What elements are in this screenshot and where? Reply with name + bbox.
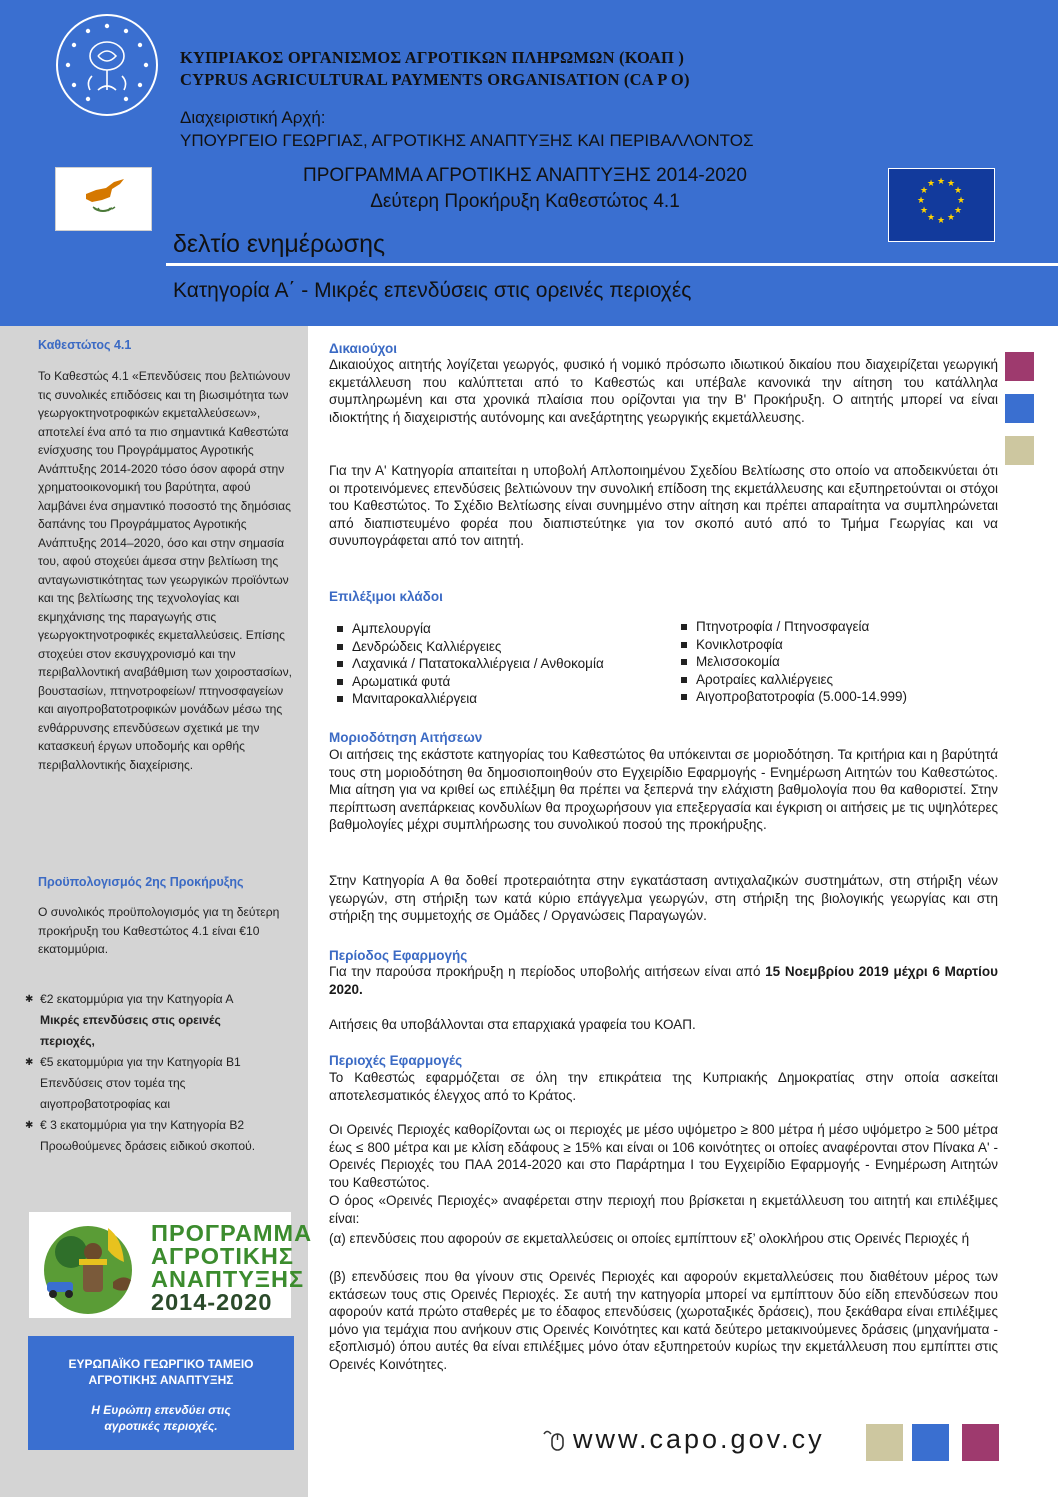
list-item: Αμπελουργία — [334, 620, 604, 638]
measure-heading: Καθεστώτος 4.1 — [38, 338, 132, 352]
star-bullet-icon: ✱ — [25, 1120, 34, 1131]
accent-square-plum — [1005, 352, 1034, 381]
rdp-logo-years: 2014-2020 — [151, 1289, 273, 1315]
measure-description: Το Καθεστώς 4.1 «Επενδύσεις που βελτιώνουν τις συνολικές επιδόσεις και τη βιωσιμότητα των γεωργοκτηνοτροφικών εκμεταλλεύσεων», αποτελεί ένα από τα πιο σημαντικά Καθεστώτα ενίσχυσης του Προγράμματος Αγροτικής Ανάπτυξης 2014-2020 τόσο όσον αφορά στην χρηματοοικονομική του βαρύτητα, αφού λαμβάνει ένα σημαντικό ποσοστό της δημόσιας δαπάνης του Προγράμματος Αγροτικής Ανάπτυξης 2014–2020, όσο και στην σημασία του, αφού στοχεύει άμεσα στην βελτίωση της ανταγωνιστικότητας των γεωργικών προϊόντων και της βελτίωσης της τεχνολογίας και εκμηχάνισης της παραγωγής στις γεωργοκτηνοτροφικές εκμεταλλεύσεις. Επίσης στοχεύει στον εκσυγχρονισμό και την περιβαλλοντική αναβάθμιση των χοιροστασίων, βουστασίων, πτηνοτροφείων/ πτηνοσφαγείων και αιγοπροβατοτροφικών μονάδων μέσω της ενθάρρυνσης επενδύσεων σχετικά με την κατασκευή έργων υποδομής και ορθής περιβαλλοντικής διαχείρισης. — [38, 369, 292, 772]
star-bullet-icon: ✱ — [25, 1057, 34, 1068]
list-item: Αιγοπροβατοτροφία (5.000-14.999) — [678, 688, 907, 706]
rdp-logo-line2: ΑΓΡΟΤΙΚΗΣ — [151, 1243, 294, 1269]
scoring-paragraph-1: Οι αιτήσεις της εκάστοτε κατηγορίας του Καθεστώτος θα υπόκεινται σε μοριοδότηση. Τα κριτήρια και η βαρύτητά τους στη μοριοδότηση θα δημοσιοποιηθούν στο Εγχειρίδιο Εφαρμογής - Ενημέρωση Αιτητών του Καθεστώτος. Μια αίτηση για να κριθεί ως επιλέξιμη θα πρέπει να ξεπερνά την ελάχιστη βαθμολογία που θα καθοριστεί. Στην περίπτωση ανεπάρκειας κονδυλίων θα προχωρήσουν για επεξεργασία και έγκριση οι αιτήσεις με τις υψηλότερες βαθμολογίες μέχρι συμπλήρωσης του συνολικού ποσού της προκήρυξης. — [329, 747, 998, 833]
scoring-heading: Μοριοδότηση Αιτήσεων — [329, 730, 483, 745]
beneficiaries-heading: Δικαιούχοι — [329, 341, 397, 356]
website-link[interactable]: www.capo.gov.cy — [573, 1424, 825, 1454]
svg-text:★: ★ — [953, 186, 963, 196]
mouse-pointer-icon — [540, 1428, 570, 1452]
rdp-logo — [29, 1212, 313, 1318]
list-item: Λαχανικά / Πατατοκαλλιέργεια / Ανθοκομία — [334, 655, 604, 673]
programme-title: ΠΡΟΓΡΑΜΜΑ ΑΓΡΟΤΙΚΗΣ ΑΝΑΠΤΥΞΗΣ 2014-2020 — [303, 165, 747, 186]
applications-paragraph: Αιτήσεις θα υποβάλλονται στα επαρχιακά γραφεία του ΚΟΑΠ. — [329, 1017, 696, 1032]
svg-text:★: ★ — [919, 186, 929, 196]
org-name-greek: ΚΥΠΡΙΑΚΟΣ ΟΡΓΑΝΙΣΜΟΣ ΑΓΡΟΤΙΚΩΝ ΠΛΗΡΩΜΩΝ (ΚΟΑΠ ) — [180, 48, 685, 67]
accent-square-beige — [1005, 436, 1034, 465]
areas-heading: Περιοχές Εφαρμογές — [329, 1053, 463, 1068]
star-bullet-icon: ✱ — [25, 994, 34, 1005]
scoring-paragraph-2: Στην Κατηγορία Α θα δοθεί προτεραιότητα στην εγκατάσταση αντιχαλαζικών συστημάτων, στη στήριξη νέων γεωργών, στη στήριξη των κατά κύριο επάγγελμα γεωργών, στη στήριξη της βιολογικής γεωργίας και στη στήριξη της συμμετοχής σε Ομάδες / Οργανώσεις Παραγωγών. — [329, 873, 998, 924]
svg-text:★: ★ — [919, 206, 929, 216]
period-heading: Περίοδος Εφαρμογής — [329, 948, 468, 963]
beneficiaries-paragraph-1: Δικαιούχος αιτητής λογίζεται γεωργός, φυσικό ή νομικό πρόσωπο ιδιωτικού δικαίου που διαχειρίζεται γεωργική εκμετάλλευση που καλύπτεται από το Καθεστώς και υπέβαλε κανονικά την αίτηση του κατάλληλα συμπληρωμένη και στα χρονικά πλαίσια που ορίζονται για την Β' Προκήρυξη. Ο αιτητής μπορεί να είναι ιδιοκτήτης ή διαχειριστής αυτόνομης και ανεξάρτητης γεωργικής εκμετάλλευσης. — [329, 357, 998, 425]
areas-paragraph-2: Οι Ορεινές Περιοχές καθορίζονται ως οι περιοχές με μέσο υψόμετρο ≥ 800 μέτρα ή μέσο υψόμετρο ≥ 500 μέτρα έως ≤ 800 μέτρα και με κλίση εδάφους ≥ 15% και είναι οι 106 κοινότητες οι οποίες αναφέρονται στον Πίνακα Α' - Ορεινές Περιοχές του ΠΑΑ 2014-2020 και στο Παράρτημα Ι του Εγχειρίδιο Εφαρμογής - Ενημέρωση Αιτητών του Καθεστώτος. — [329, 1122, 998, 1190]
svg-text:★: ★ — [926, 213, 936, 223]
accent-square-beige — [866, 1424, 903, 1461]
sectors-list-left — [334, 620, 604, 708]
eafrd-slogan-line2: αγροτικές περιοχές. — [104, 1419, 218, 1433]
list-item: ✱ €5 εκατομμύρια για την Κατηγορία Β1 Επενδύσεις στον τομέα της αιγοπροβατοτροφίας και — [24, 1052, 304, 1115]
list-item: Αρωματικά φυτά — [334, 673, 604, 691]
eafrd-name-line1: ΕΥΡΩΠΑΪΚΟ ΓΕΩΡΓΙΚΟ ΤΑΜΕΙΟ — [68, 1357, 254, 1371]
rdp-logo-line1: ΠΡΟΓΡΑΜΜΑ — [151, 1220, 313, 1246]
budget-description: Ο συνολικός προϋπολογισμός για τη δεύτερη προκήρυξη του Καθεστώτος 4.1 είναι €10 εκατομμύρια. — [38, 905, 280, 956]
list-item: Μανιταροκαλλιέργεια — [334, 690, 604, 708]
org-name-english: CYPRUS AGRICULTURAL PAYMENTS ORGANISATION (CA P O) — [180, 70, 690, 89]
category-title: Κατηγορία Α΄ - Μικρές επενδύσεις στις ορεινές περιοχές — [173, 279, 692, 302]
svg-text:★: ★ — [916, 196, 926, 206]
areas-paragraph-1: Το Καθεστώς εφαρμόζεται σε όλη την επικράτεια της Κυπριακής Δημοκρατίας στην οποία ασκείται αποτελεσματικός έλεγχος από το Κράτος. — [329, 1070, 998, 1103]
eafrd-slogan-line1: Η Ευρώπη επενδύει στις — [91, 1403, 231, 1417]
list-item: ✱ €2 εκατομμύρια για την Κατηγορία Α Μικρές επενδύσεις στις ορεινές περιοχές, — [24, 989, 304, 1052]
cyprus-flag-icon — [55, 167, 152, 231]
svg-text:★: ★ — [936, 177, 946, 187]
period-text: Για την παρούσα προκήρυξη η περίοδος υποβολής αιτήσεων είναι από — [329, 964, 766, 979]
header-divider — [166, 263, 1058, 266]
list-item: Κονικλοτροφία — [678, 636, 907, 654]
areas-paragraph-3: Ο όρος «Ορεινές Περιοχές» αναφέρεται στην περιοχή που βρίσκεται η εκμετάλλευση του αιτητή και επιλέξιμες είναι: — [329, 1193, 998, 1226]
svg-text:★: ★ — [936, 216, 946, 226]
budget-heading: Προϋπολογισμός 2ης Προκήρυξης — [38, 875, 244, 889]
list-item: Αροτραίες καλλιέργειες — [678, 671, 907, 689]
managing-authority-name: ΥΠΟΥΡΓΕΙΟ ΓΕΩΡΓΙΑΣ, ΑΓΡΟΤΙΚΗΣ ΑΝΑΠΤΥΞΗΣ ΚΑΙ ΠΕΡΙΒΑΛΛΟΝΤΟΣ — [180, 131, 754, 150]
accent-square-blue — [912, 1424, 949, 1461]
period-paragraph — [329, 963, 998, 998]
managing-authority-label: Διαχειριστική Αρχή: — [180, 108, 326, 127]
newsletter-label: δελτίο ενημέρωσης — [173, 230, 386, 258]
svg-text:★: ★ — [946, 213, 956, 223]
svg-text:★: ★ — [953, 206, 963, 216]
sectors-heading: Επιλέξιμοι κλάδοι — [329, 589, 443, 604]
svg-text:★: ★ — [956, 196, 966, 206]
accent-square-plum — [962, 1424, 999, 1461]
eafrd-box — [28, 1336, 294, 1450]
list-item: ✱ € 3 εκατομμύρια για την Κατηγορία Β2 Προωθούμενες δράσεις ειδικού σκοπού. — [24, 1115, 304, 1157]
list-item: Πτηνοτροφία / Πτηνοσφαγεία — [678, 618, 907, 636]
eu-flag-icon — [888, 168, 995, 242]
list-item: Δενδρώδεις Καλλιέργειες — [334, 638, 604, 656]
accent-square-blue — [1005, 394, 1034, 423]
eafrd-name-line2: ΑΓΡΟΤΙΚΗΣ ΑΝΑΠΤΥΞΗΣ — [88, 1373, 234, 1387]
budget-list — [24, 989, 304, 1157]
svg-text:★: ★ — [946, 179, 956, 189]
period-dates: 15 Νοεμβρίου 2019 μέχρι 6 Μαρτίου 2020. — [329, 964, 998, 997]
areas-paragraph-4: (α) επενδύσεις που αφορούν σε εκμεταλλεύσεις οι οποίες εμπίπτουν εξ’ ολοκλήρου στις Ορεινές Περιοχές ή — [329, 1231, 970, 1246]
beneficiaries-paragraph-2: Για την Α' Κατηγορία απαιτείται η υποβολή Απλοποιημένου Σχεδίου Βελτίωσης στο οποίο να αποδεικνύεται ότι οι προτεινόμενες επενδύσεις βελτιώνουν την συνολική επίδοση της εκμετάλλευσης και εξυπηρετούνται οι στόχοι του Καθεστώτος. Το Σχέδιο Βελτίωσης είναι συνημμένο στην αίτηση και πρέπει απαραίτητα να συμπληρώνεται από διαπιστευμένο φορέα που διαπιστεύτηκε για τον σκοπό αυτό από το Τμήμα Γεωργίας και να συνυπογράφεται από τον αιτητή. — [329, 463, 998, 549]
rdp-logo-line3: ΑΝΑΠΤΥΞΗΣ — [151, 1266, 305, 1292]
list-item: Μελισσοκομία — [678, 653, 907, 671]
areas-paragraph-5: (β) επενδύσεις που θα γίνουν στις Ορεινές Περιοχές και αφορούν εκμεταλλεύσεις που διαθέτουν μέρος των εκτάσεων τους στις Ορεινές Περιοχές. Σε αυτή την κατηγορία μπορεί να εμπίπτουν δύο είδη επενδύσεων που αφορούν κατά πρώτο σταθερές με το έδαφος επενδύσεις (χωροταξικές δράσεις), που ξεκάθαρα είναι επιλέξιμες μόνο για τεμάχια που ανήκουν στις Ορεινές Κοινότητες και κατά δεύτερο μετακινούμενες δράσεις (μηχανήματα - εξοπλισμό) όπου αυτές θα είναι επιλέξιμες μόνο όταν εξυπηρετούν κυρίως την εκμετάλλευση που εμπίπτει στις Ορεινές Κοινότητες. — [329, 1269, 998, 1372]
header-banner — [0, 0, 1058, 326]
sectors-list-right — [678, 618, 907, 706]
svg-text:★: ★ — [926, 179, 936, 189]
capo-logo — [56, 14, 158, 116]
call-title: Δεύτερη Προκήρυξη Καθεστώτος 4.1 — [370, 191, 680, 212]
